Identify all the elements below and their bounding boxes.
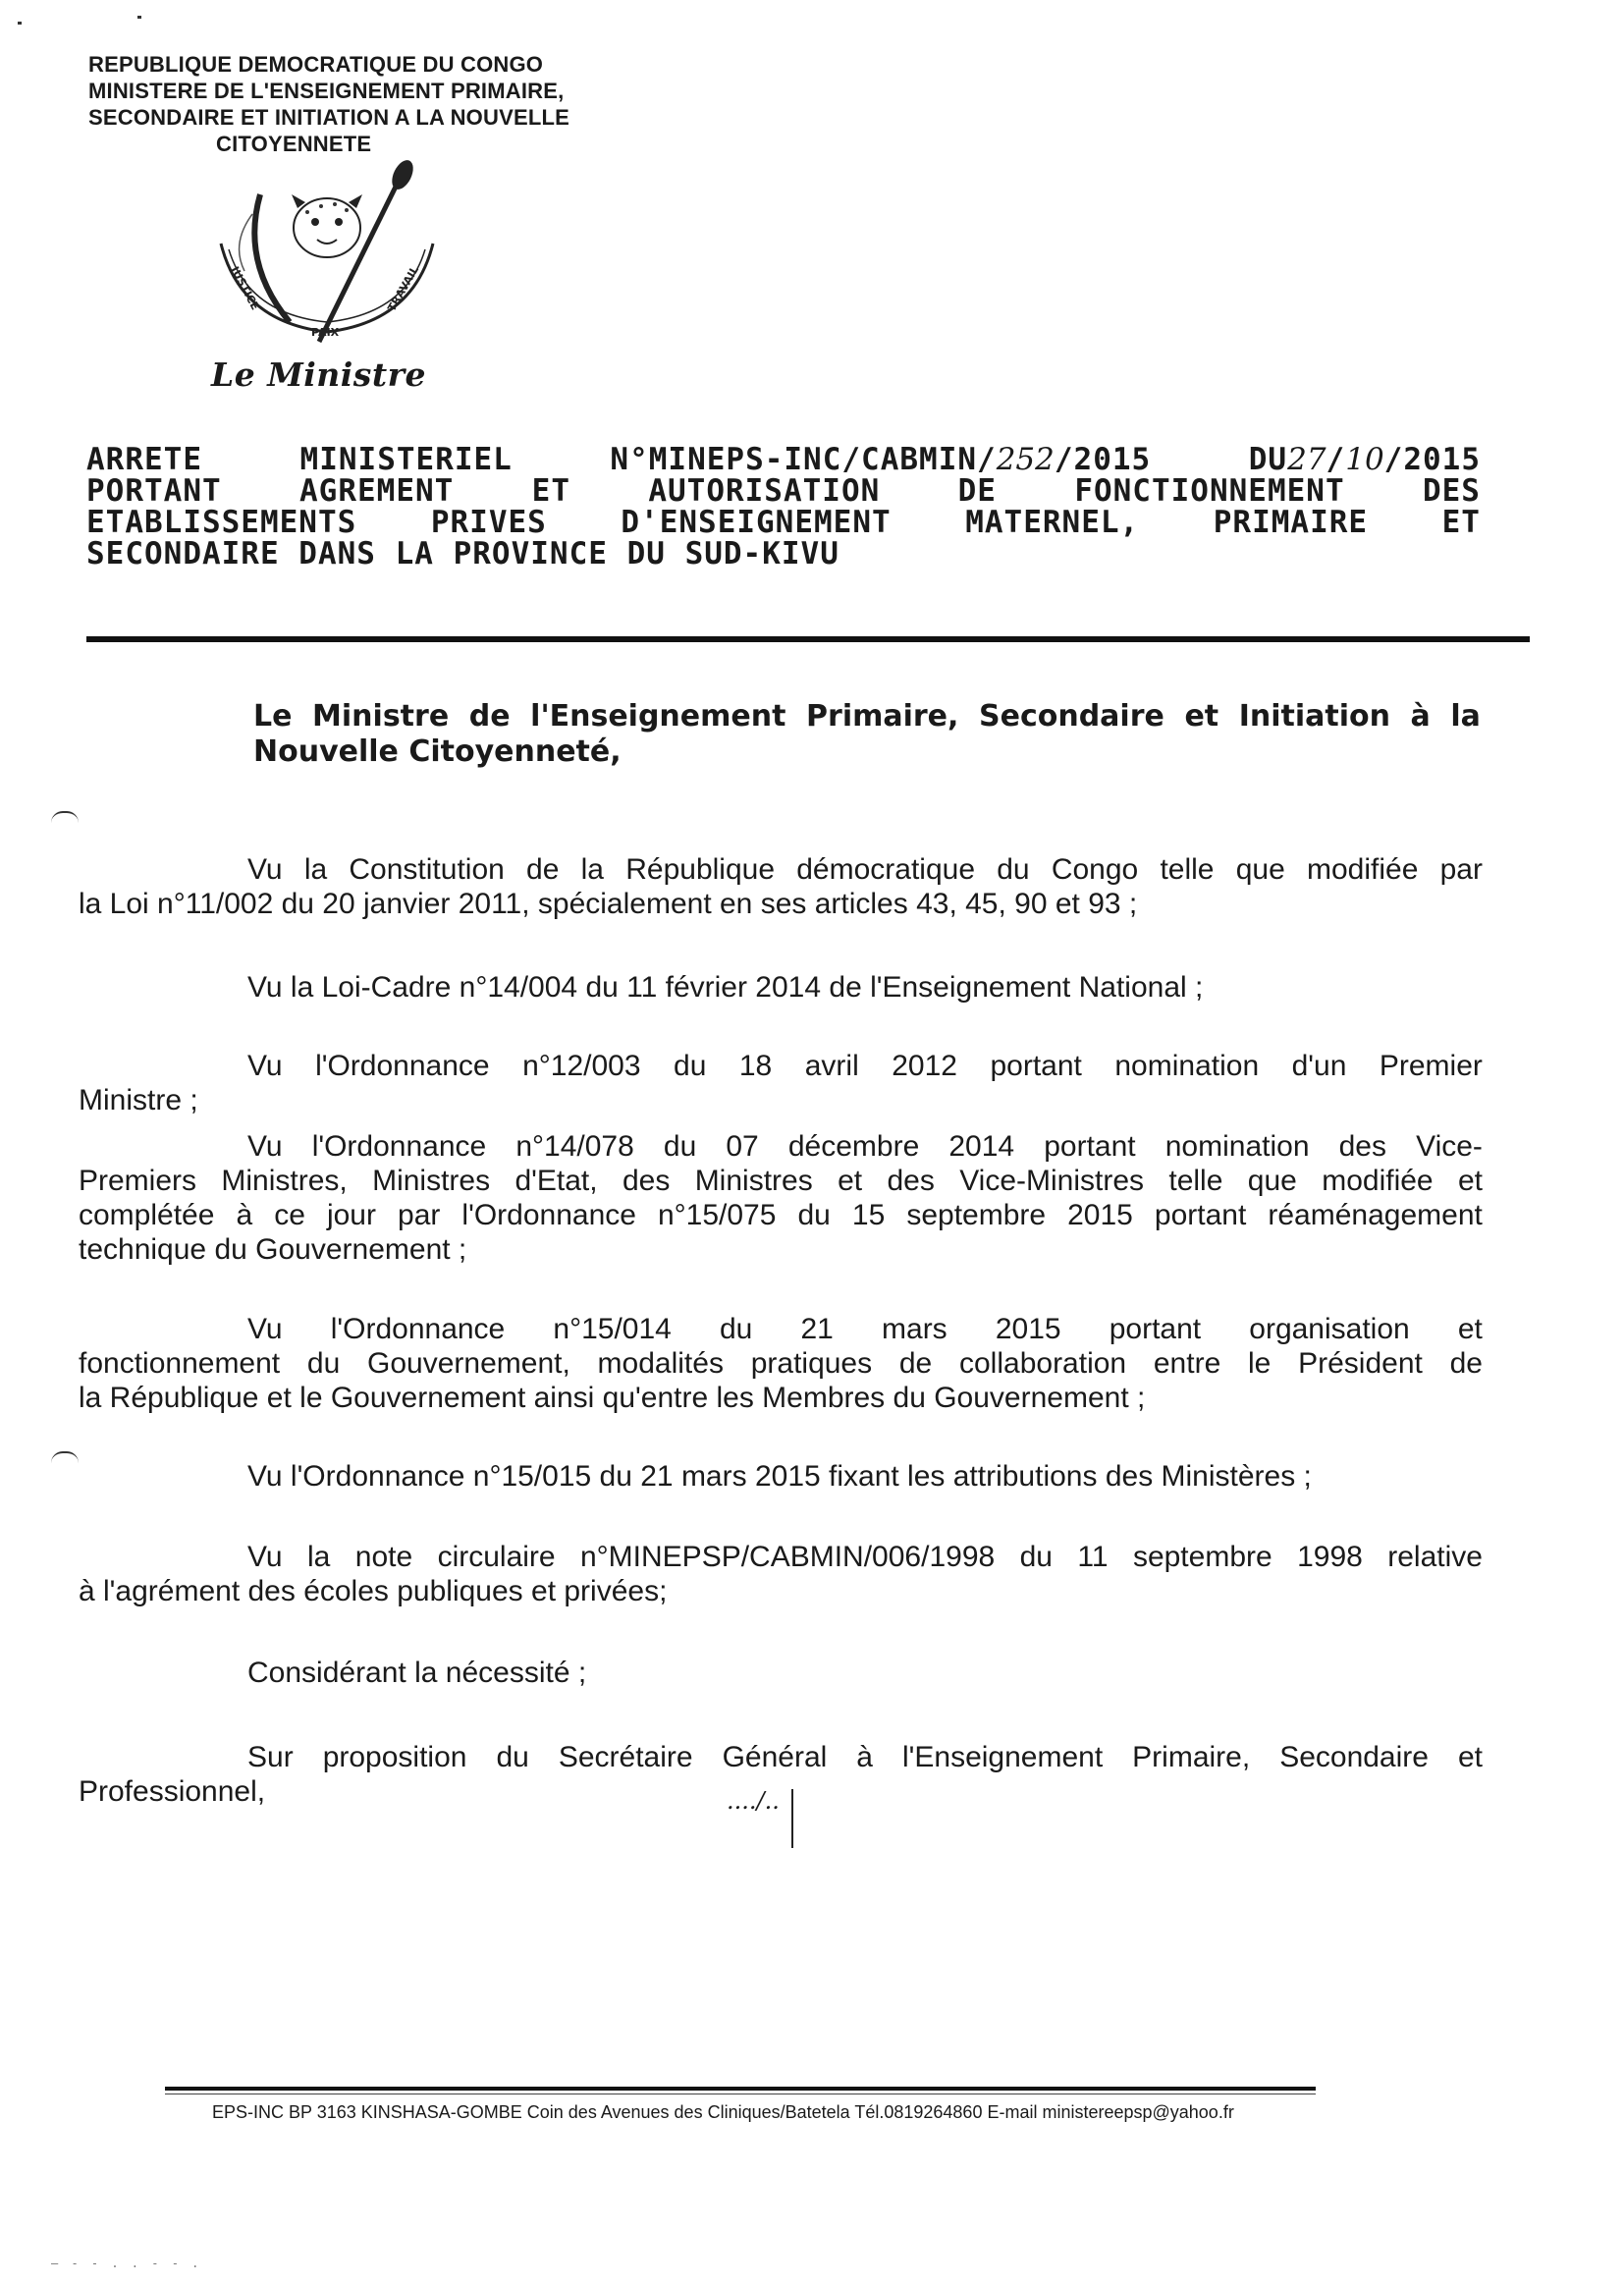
considerant-constitution (79, 852, 1483, 921)
word: modifiée (1322, 1165, 1434, 1197)
word: Primaire, (1132, 1741, 1251, 1773)
word: n°MINEPSP/CABMIN/006/1998 (580, 1541, 996, 1573)
word: d'un (1291, 1050, 1347, 1082)
minister-signature-title: Le Ministre (211, 355, 426, 394)
scan-speck (18, 22, 22, 25)
header-ministry-line3: CITOYENNETE (216, 132, 372, 156)
word: réaménagement (1268, 1199, 1483, 1231)
date-year: /2015 (1383, 442, 1481, 477)
word: 15 (851, 1199, 886, 1231)
preamble-word: à (1410, 699, 1431, 734)
word: jour (326, 1199, 376, 1231)
scan-speck (137, 16, 141, 19)
word: pratiques (750, 1347, 873, 1380)
word: modifiée (1307, 853, 1419, 886)
word: 11 (1077, 1541, 1109, 1573)
word: décembre (787, 1130, 920, 1163)
title-word: PRIMAIRE (1213, 505, 1369, 540)
title-word: ET (531, 473, 570, 509)
word: Ministres, (221, 1165, 348, 1197)
word: l'Ordonnance (461, 1199, 636, 1231)
word: Secondaire (1279, 1741, 1429, 1773)
title-line-3 (86, 507, 1481, 538)
word: septembre (906, 1199, 1047, 1231)
continuation-stroke (791, 1789, 793, 1848)
word: relative (1387, 1541, 1483, 1573)
word: 21 (800, 1313, 834, 1345)
word: Vice- (1416, 1130, 1483, 1163)
header-ministry-line2: SECONDAIRE ET INITIATION A LA NOUVELLE (88, 105, 569, 130)
para-line (79, 1346, 1483, 1381)
preamble-line-2: Nouvelle Citoyenneté, (253, 734, 622, 769)
title-word: DES (1422, 473, 1481, 509)
word: n°14/078 (515, 1130, 634, 1163)
word: démocratique (796, 853, 976, 886)
word: n°12/003 (522, 1050, 641, 1082)
sur-proposition (79, 1740, 1483, 1809)
footer-address: EPS-INC BP 3163 KINSHASA-GOMBE Coin des Avenues des Cliniques/Batetela Tél.0819264860 E-mail ministereepsp@yahoo.fr (212, 2102, 1234, 2122)
considerant-gouvernement (79, 1129, 1483, 1267)
title-line-1 (86, 444, 1481, 475)
word: du (797, 1199, 831, 1231)
word: n°15/014 (553, 1313, 672, 1345)
word: telle (1168, 1165, 1223, 1197)
word: que (1247, 1165, 1297, 1197)
title-word: PRIVES (430, 505, 547, 540)
title-word: ET (1441, 505, 1481, 540)
word: telle (1160, 853, 1215, 886)
word: 07 (726, 1130, 759, 1163)
word: 1998 (1297, 1541, 1363, 1573)
title-word: MATERNEL, (965, 505, 1140, 540)
title-word: ETABLISSEMENTS (86, 505, 357, 540)
word: du (306, 1347, 341, 1380)
word: du (719, 1313, 753, 1345)
word: 18 (738, 1050, 773, 1082)
para-line: technique du Gouvernement ; (79, 1233, 467, 1266)
word: septembre (1132, 1541, 1272, 1573)
header-country: REPUBLIQUE DEMOCRATIQUE DU CONGO (88, 52, 544, 77)
title-word: ARRETE (86, 442, 202, 477)
considerant-attributions (79, 1459, 1483, 1494)
preamble-word: la (1450, 699, 1481, 734)
word: Ministres (372, 1165, 491, 1197)
motto-paix: PAIX (311, 326, 340, 339)
word: et (1457, 1741, 1483, 1773)
word: l'Ordonnance (311, 1130, 487, 1163)
word: Vu (247, 853, 283, 886)
word: l'Ordonnance (315, 1050, 490, 1082)
word: mars (882, 1313, 947, 1345)
word: Vu (247, 1541, 283, 1573)
footer-rule (165, 2087, 1316, 2091)
word: et (1457, 1165, 1483, 1197)
word: des (887, 1165, 935, 1197)
para-line (79, 1049, 1483, 1083)
word: d'Etat, (514, 1165, 598, 1197)
word: n°15/075 (657, 1199, 777, 1231)
word: à (236, 1199, 253, 1231)
para-line: Ministre ; (79, 1084, 198, 1116)
word: note (354, 1541, 413, 1573)
title-word: D'ENSEIGNEMENT (621, 505, 892, 540)
word: Vu (247, 1050, 283, 1082)
word: 2015 (1067, 1199, 1133, 1231)
word: la (303, 853, 328, 886)
scan-edge-artifact: — - - . . - - . (51, 2257, 202, 2270)
word: portant (1109, 1313, 1202, 1345)
para-line: Professionnel, (79, 1775, 266, 1808)
word: République (625, 853, 776, 886)
word: nomination (1164, 1130, 1310, 1163)
word: du (1019, 1541, 1053, 1573)
date-month-handwritten: 10 (1345, 442, 1384, 477)
para-line: Considérant la nécessité ; (247, 1657, 587, 1689)
word: Premier (1379, 1050, 1483, 1082)
word: des (622, 1165, 671, 1197)
word: portant (990, 1050, 1082, 1082)
para-line: la Loi n°11/002 du 20 janvier 2011, spécialement en ses articles 43, 45, 90 et 93 ; (79, 888, 1138, 920)
decree-number (610, 444, 1151, 475)
preamble-word: et (1184, 699, 1219, 734)
para-line (79, 1740, 1483, 1774)
header-ministry-line1: MINISTERE DE L'ENSEIGNEMENT PRIMAIRE, (88, 79, 565, 103)
word: le (1248, 1347, 1272, 1380)
word: du (663, 1130, 697, 1163)
word: Sur (247, 1741, 294, 1773)
preamble-word: Primaire, (806, 699, 959, 734)
word: avril (804, 1050, 859, 1082)
preamble-word: Initiation (1238, 699, 1390, 734)
word: par (398, 1199, 441, 1231)
word: circulaire (437, 1541, 556, 1573)
title-line-2 (86, 475, 1481, 507)
word: Secrétaire (558, 1741, 693, 1773)
para-line: Vu l'Ordonnance n°15/015 du 21 mars 2015 fixant les attributions des Ministères ; (247, 1460, 1312, 1493)
decree-number-handwritten: 252 (996, 442, 1055, 477)
word: que (1235, 853, 1285, 886)
scan-mark (51, 811, 79, 823)
considerant-organisation-gouvernement (79, 1312, 1483, 1415)
word: complétée (79, 1199, 215, 1231)
ministry-header (88, 51, 697, 157)
word: Constitution (349, 853, 505, 886)
para-line (79, 1164, 1483, 1198)
word: de (526, 853, 560, 886)
decree-number-year: /2015 (1054, 442, 1152, 477)
title-divider (86, 636, 1530, 642)
decree-date (1249, 444, 1481, 475)
title-word: DE (957, 473, 997, 509)
word: l'Enseignement (901, 1741, 1104, 1773)
para-line: la République et le Gouvernement ainsi qu'entre les Membres du Gouvernement ; (79, 1382, 1146, 1414)
word: fonctionnement (79, 1347, 281, 1380)
title-word: AUTORISATION (648, 473, 881, 509)
word: Premiers (79, 1165, 197, 1197)
preamble-line-1 (253, 699, 1481, 734)
word: du (997, 853, 1030, 886)
para-line: à l'agrément des écoles publiques et privées; (79, 1575, 668, 1607)
considerant-note-circulaire (79, 1540, 1483, 1608)
date-separator: / (1326, 442, 1346, 477)
word: à (856, 1741, 873, 1773)
motto-justice: JUSTICE (228, 264, 262, 312)
word: du (496, 1741, 529, 1773)
title-word: PORTANT (86, 473, 222, 509)
word: nomination (1114, 1050, 1260, 1082)
word: par (1439, 853, 1483, 886)
word: et (838, 1165, 863, 1197)
scan-mark (51, 1451, 79, 1463)
word: Président (1298, 1347, 1423, 1380)
para-line: Vu la Loi-Cadre n°14/004 du 11 février 2014 de l'Enseignement National ; (247, 971, 1204, 1004)
word: Congo (1051, 853, 1139, 886)
word: entre (1153, 1347, 1221, 1380)
word: Vice-Ministres (959, 1165, 1145, 1197)
word: Vu (247, 1313, 283, 1345)
preamble-word: Le (253, 699, 293, 734)
decree-title (86, 444, 1481, 570)
word: de (1449, 1347, 1483, 1380)
preamble-word: l'Enseignement (530, 699, 786, 734)
date-prefix: DU (1248, 442, 1288, 477)
word: ce (274, 1199, 305, 1231)
word: l'Ordonnance (330, 1313, 506, 1345)
motto-travail: TRAVAIL (385, 263, 422, 314)
para-line (79, 1540, 1483, 1574)
word: organisation (1249, 1313, 1410, 1345)
word: des (1338, 1130, 1386, 1163)
preamble-heading (253, 699, 1481, 770)
preamble-word: Ministre (312, 699, 450, 734)
word: portant (1044, 1130, 1136, 1163)
preamble-word: Secondaire (979, 699, 1164, 734)
word: de (898, 1347, 933, 1380)
considerant-premier-ministre (79, 1049, 1483, 1117)
word: Ministres (694, 1165, 813, 1197)
word: la (580, 853, 604, 886)
title-line-4: SECONDAIRE DANS LA PROVINCE DU SUD-KIVU (86, 536, 839, 571)
word: du (674, 1050, 707, 1082)
date-day-handwritten: 27 (1287, 442, 1326, 477)
coat-of-arms-emblem (201, 155, 457, 371)
word: Vu (247, 1130, 283, 1163)
word: et (1457, 1313, 1483, 1345)
considerant-loi-cadre (79, 970, 1483, 1005)
considerant-necessite (79, 1656, 1483, 1690)
decree-number-prefix: N°MINEPS-INC/CABMIN/ (610, 442, 997, 477)
word: Général (722, 1741, 828, 1773)
title-word: FONCTIONNEMENT (1074, 473, 1345, 509)
word: 2014 (948, 1130, 1015, 1163)
para-line (79, 852, 1483, 887)
continuation-mark: ..../.. (727, 1787, 780, 1815)
word: proposition (322, 1741, 467, 1773)
word: modalités (597, 1347, 724, 1380)
para-line (79, 1198, 1483, 1232)
para-line (79, 1312, 1483, 1346)
title-word: AGREMENT (299, 473, 455, 509)
title-word: MINISTERIEL (299, 442, 513, 477)
word: Gouvernement, (367, 1347, 570, 1380)
word: portant (1154, 1199, 1247, 1231)
word: la (307, 1541, 331, 1573)
word: 2015 (995, 1313, 1061, 1345)
word: 2012 (892, 1050, 957, 1082)
word: collaboration (959, 1347, 1127, 1380)
para-line (79, 1129, 1483, 1164)
preamble-word: de (468, 699, 511, 734)
